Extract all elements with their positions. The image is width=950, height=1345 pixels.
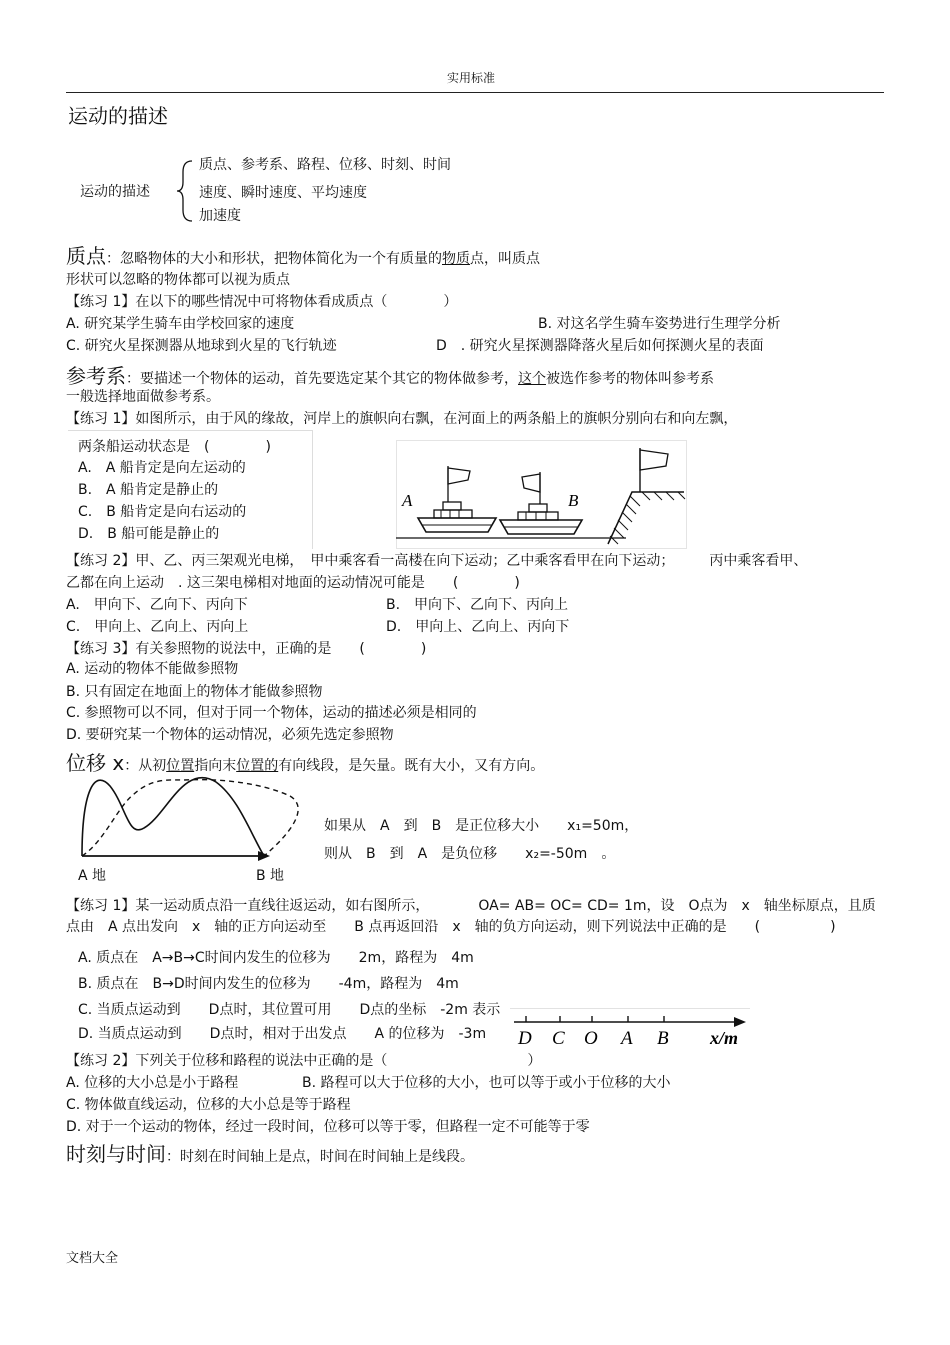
option-c: C. 甲向上、乙向上、丙向上	[66, 619, 249, 635]
header-rule	[66, 92, 884, 93]
option-c: C. 物体做直线运动，位移的大小总是等于路程	[66, 1097, 351, 1113]
exercise-question: 【练习 3】有关参照物的说法中，正确的是 ( )	[66, 641, 427, 657]
bank-flag	[640, 448, 668, 492]
place-b-label: B 地	[256, 868, 285, 884]
displacement-explain: 则从 B 到 A 是负位移 x₂=-50m 。	[324, 846, 616, 862]
option-b: B. 只有固定在地面上的物体才能做参照物	[66, 684, 323, 700]
outline-item: 速度、瞬时速度、平均速度	[199, 185, 367, 201]
displacement-definition: 位移 x：从初位置指向末位置的有向线段，是矢量。既有大小，又有方向。	[66, 751, 545, 775]
option-b: B. 甲向下、乙向下、丙向上	[386, 597, 569, 613]
option-d: D. 甲向上、乙向上、丙向下	[386, 619, 570, 635]
displacement-explain: 如果从 A 到 B 是正位移大小 x₁=50m，	[324, 818, 639, 834]
axis-unit-label: x/m	[710, 1028, 739, 1048]
time-definition: 时刻与时间：时刻在时间轴上是点，时间在时间轴上是线段。	[66, 1142, 474, 1166]
option-c: C. B 船肯定是向右运动的	[78, 504, 247, 520]
term-time: 时刻与时间	[66, 1142, 166, 1166]
option-b: B. A 船肯定是静止的	[78, 482, 219, 498]
exercise-question: 乙都在向上运动 . 这三架电梯相对地面的运动情况可能是 ( )	[66, 575, 520, 591]
river-bank	[608, 492, 685, 544]
number-line-figure	[510, 1008, 752, 1052]
term-displacement: 位移 x	[66, 751, 125, 775]
option-d: D. 对于一个运动的物体，经过一段时间，位移可以等于零，但路程一定不可能等于零	[66, 1119, 590, 1135]
option-c: C. 当质点运动到 D点时，其位置可用 D点的坐标 -2m 表示	[78, 1002, 501, 1018]
option-b: B. 路程可以大于位移的大小，也可以等于或小于位移的大小	[302, 1075, 671, 1091]
particle-definition: 质点：忽略物体的大小和形状，把物体简化为一个有质量的物质点，叫质点	[66, 244, 540, 268]
term-particle: 质点	[66, 244, 106, 268]
option-c: C. 研究火星探测器从地球到火星的飞行轨迹	[66, 338, 337, 354]
option-a: A. 质点在 A→B→C时间内发生的位移为 2m，路程为 4m	[78, 950, 474, 966]
exercise-question: 【练习 1】在以下的哪些情况中可将物体看成质点（ ）	[66, 294, 458, 310]
particle-note: 形状可以忽略的物体都可以视为质点	[66, 272, 290, 288]
axis-label-a: A	[621, 1028, 633, 1049]
option-d: D . 研究火星探测器降落火星后如何探测火星的表面	[436, 338, 764, 354]
option-a: A. 甲向下、乙向下、丙向下	[66, 597, 248, 613]
exercise-question: 点由 A 点出发向 x 轴的正方向运动至 B 点再返回沿 x 轴的负方向运动，则下列说法中正确的是 ( )	[66, 919, 836, 935]
frame-note: 一般选择地面做参考系。	[66, 389, 220, 405]
boat-b-label: B	[568, 491, 579, 510]
option-d: D. 当质点运动到 D点时，相对于出发点 A 的位移为 -3m	[78, 1026, 487, 1042]
page-footer: 文档大全	[66, 1251, 119, 1266]
axis-label-o: O	[584, 1028, 598, 1049]
page-title: 运动的描述	[68, 104, 168, 128]
option-d: D. B 船可能是静止的	[78, 526, 220, 542]
exercise-question: 两条船运动状态是 ( )	[78, 439, 271, 455]
page-header: 实用标准	[447, 71, 496, 85]
displacement-paths-figure	[74, 772, 308, 864]
option-a: A. 位移的大小总是小于路程	[66, 1075, 239, 1091]
axis-label-c: C	[552, 1028, 565, 1049]
exercise-question: 【练习 2】下列关于位移和路程的说法中正确的是（ ）	[66, 1053, 542, 1069]
boat-a	[418, 466, 496, 532]
axis-label-d: D	[518, 1028, 532, 1049]
option-b: B. 质点在 B→D时间内发生的位移为 -4m，路程为 4m	[78, 976, 459, 992]
outline-item: 加速度	[199, 208, 241, 224]
option-d: D. 要研究某一个物体的运动情况，必须先选定参照物	[66, 727, 394, 743]
term-reference-frame: 参考系	[66, 364, 126, 388]
outline-label: 运动的描述	[80, 184, 150, 200]
exercise-question: 【练习 2】甲、乙、丙三架观光电梯， 甲中乘客看一高楼在向下运动；乙中乘客看甲在向下运动； 丙中乘客看甲、	[66, 553, 808, 569]
option-a: A. 研究某学生骑车由学校回家的速度	[66, 316, 295, 332]
place-a-label: A 地	[78, 868, 107, 884]
boats-flags-figure	[396, 440, 688, 550]
boat-a-label: A	[402, 491, 413, 510]
outline-item: 质点、参考系、路程、位移、时刻、时间	[199, 157, 451, 173]
exercise-question: 【练习 1】如图所示，由于风的缘故，河岸上的旗帜向右飘，在河面上的两条船上的旗帜分别向右和向左飘，	[66, 411, 738, 427]
option-c: C. 参照物可以不同，但对于同一个物体，运动的描述必须是相同的	[66, 705, 477, 721]
axis-label-b: B	[657, 1028, 669, 1049]
option-a: A. A 船肯定是向左运动的	[78, 460, 246, 476]
option-b: B. 对这名学生骑车姿势进行生理学分析	[538, 316, 781, 332]
outline-brace	[174, 158, 196, 224]
frame-definition: 参考系：要描述一个物体的运动，首先要选定某个其它的物体做参考，这个被选作参考的物体叫参考系	[66, 364, 714, 388]
exercise-question: 【练习 1】某一运动质点沿一直线往返运动，如右图所示， OA= AB= OC= CD= 1m，设 O点为 x 轴坐标原点，且质	[66, 898, 876, 914]
option-a: A. 运动的物体不能做参照物	[66, 661, 239, 677]
